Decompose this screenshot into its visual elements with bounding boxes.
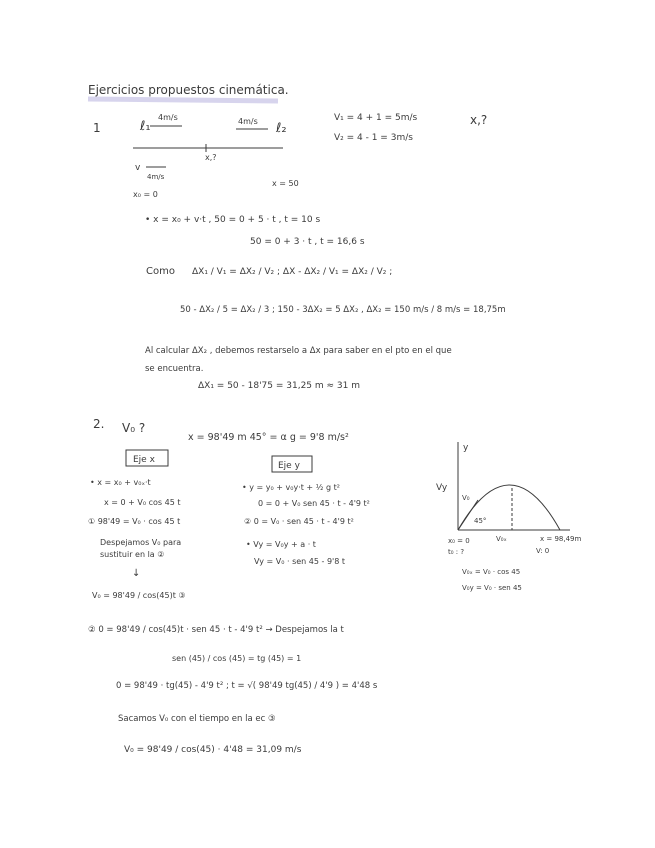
vy-eq1: • Vy = V₀y + a · t [246, 540, 316, 549]
ratio-line2: 50 - ΔX₂ / 5 = ΔX₂ / 3 ; 150 - 3ΔX₂ = 5 ΔX₂ , ΔX₂ = 150 m/s / 8 m/s = 18,75m [180, 305, 506, 315]
x-eq1: • x = x₀ + v₀ₓ·t [90, 478, 151, 487]
v-label: v [135, 163, 141, 173]
y-eq3: ② 0 = V₀ · sen 45 · t - 4'9 t² [244, 517, 354, 526]
explain-line2: se encuentra. [145, 364, 204, 374]
note-line1: Despejamos V₀ para [100, 538, 182, 547]
page-title: Ejercicios propuestos cinemática. [88, 83, 289, 97]
eje-y-label: Eje y [278, 461, 300, 471]
eje-x-label: Eje x [133, 455, 155, 465]
note-line2: sustituir en la ② [100, 550, 165, 559]
graph-t-label: t₀ : ? [448, 548, 465, 556]
voy-eq: V₀y = V₀ · sen 45 [462, 584, 522, 592]
como-label: Como [146, 266, 175, 277]
x50-label: x = 50 [272, 179, 299, 188]
graph-angle-label: 45° [474, 517, 487, 525]
explain-line1: Al calcular ΔX₂ , debemos restarselo a Δx para saber en el pto en el que [145, 346, 452, 356]
problem2-number: 2. [93, 417, 105, 431]
graph-v0-vector [458, 500, 478, 530]
solve-t-line: 0 = 98'49 · tg(45) - 4'9 t² ; t = √( 98'49 tg(45) / 4'9 ) = 4'48 s [116, 681, 378, 691]
v2-eq: V₂ = 4 - 1 = 3m/s [334, 133, 413, 143]
x0-label: x₀ = 0 [133, 190, 158, 199]
v1-arrow-label: 4m/s [158, 113, 178, 122]
unknown-label: x,? [470, 113, 488, 127]
tg-note: sen (45) / cos (45) = tg (45) = 1 [172, 654, 302, 663]
y-eq2: 0 = 0 + V₀ sen 45 · t - 4'9 t² [258, 499, 370, 508]
meet-label: x,? [205, 153, 217, 162]
eq2: 50 = 0 + 3 · t , t = 16,6 s [250, 237, 365, 247]
graph-vy-label: Vy [436, 483, 448, 493]
graph-vox-label: V₀ₓ [496, 535, 507, 543]
car2-label: ℓ₂ [276, 121, 287, 136]
car1-label: ℓ₁ [140, 119, 151, 134]
final-line: V₀ = 98'49 / cos(45) · 4'48 = 31,09 m/s [124, 745, 302, 755]
graph-v0-label: V₀ [462, 494, 470, 502]
y-eq1: • y = y₀ + v₀y·t + ½ g t² [242, 483, 340, 492]
x-eq2: x = 0 + V₀ cos 45 t [104, 498, 181, 507]
v-value: 4m/s [147, 173, 165, 181]
trajectory-graph [436, 442, 581, 592]
sacamos-line: Sacamos V₀ con el tiempo en la ec ③ [118, 714, 276, 724]
eq1: • x = x₀ + v·t , 50 = 0 + 5 · t , t = 10 s [145, 215, 321, 225]
v1-eq: V₁ = 4 + 1 = 5m/s [334, 113, 418, 123]
vy-eq2: Vy = V₀ · sen 45 - 9'8 t [254, 557, 346, 566]
v0-unknown: V₀ ? [122, 421, 146, 435]
v2-arrow-label: 4m/s [238, 117, 258, 126]
problem2-data: x = 98'49 m 45° = α g = 9'8 m/s² [188, 432, 349, 443]
problem1-number: 1 [93, 121, 101, 135]
graph-x0-label: x₀ = 0 [448, 537, 470, 545]
graph-vend-label: V: 0 [536, 547, 550, 555]
ratio-line1: ΔX₁ / V₁ = ΔX₂ / V₂ ; ΔX - ΔX₂ / V₁ = ΔX₂ / V₂ ; [192, 267, 393, 277]
graph-y-label: y [463, 443, 469, 453]
graph-xend-label: x = 98,49m [540, 535, 582, 543]
vox-eq: V₀ₓ = V₀ · cos 45 [462, 568, 521, 576]
title-highlight [88, 99, 278, 101]
substitution-line: ② 0 = 98'49 / cos(45)t · sen 45 · t - 4'9 t² → Despejamos la t [88, 625, 344, 635]
x-eq3: ① 98'49 = V₀ · cos 45 t [88, 517, 181, 526]
down-arrow: ↓ [132, 568, 141, 579]
vo-fraction: V₀ = 98'49 / cos(45)t ③ [92, 591, 186, 600]
result-line: ΔX₁ = 50 - 18'75 = 31,25 m ≈ 31 m [198, 381, 360, 391]
